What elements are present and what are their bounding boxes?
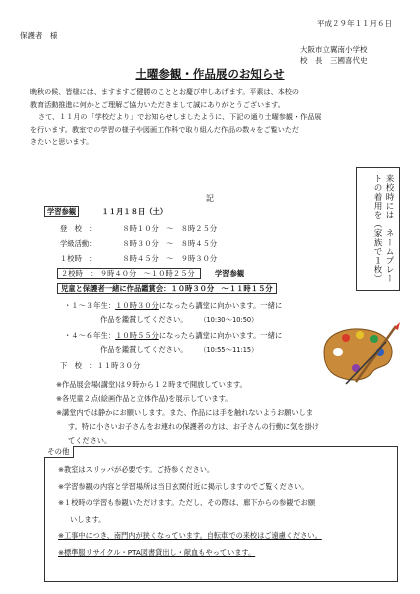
greeting-line: 晩秋の候、皆様には、ますますご健勝のこととお慶び申しあげます。平素は、本校の	[30, 87, 299, 96]
schedule-row-name: １校時 ：	[60, 254, 97, 263]
other-label: その他	[44, 446, 74, 458]
schedule-row	[60, 253, 217, 264]
schedule-row-name: 学級活動：	[60, 239, 97, 248]
greeting-paragraph	[30, 86, 400, 149]
dismissal-row: 下 校 ：１１時３０分	[60, 361, 141, 370]
grades-4-6-row2	[100, 344, 258, 356]
page-title: 土曜参観・作品展のお知らせ	[135, 67, 285, 81]
greeting-line: さて、１１月の「学校だより」でお知らせしましたように、下記の通り土曜参観・作品展	[38, 112, 322, 121]
joint-viewing-text: 児童と保護者一緒に作品鑑賞会：１０時３０分 ～１１時１５分	[57, 283, 277, 294]
exhibit-note: す。特に小さいお子さんをお連れの保護者の方は、お子さんの行動に気を掛け	[68, 422, 319, 431]
other-item: ※学習参観の内容と学習場所は当日玄関付近に掲示しますのでご覧ください。	[58, 481, 309, 491]
grades-1-3-row	[64, 300, 282, 311]
second-period-row	[57, 268, 244, 279]
school-name: 大阪市立翼南小学校	[300, 45, 368, 54]
schedule-row-time: ８時４５分 ～ ９時３０分	[122, 254, 218, 263]
other-item: ※工事中につき、南門内が狭くなっています。自転車での来校はご遠慮ください。	[58, 531, 322, 540]
letter-date: 平成２９年１１月６日	[317, 19, 392, 28]
grades-1-3-row2	[100, 314, 258, 326]
other-item: ※１校時の学習も参観いただけます。ただし、その際は、廊下からの参観でお願	[58, 498, 316, 507]
other-list	[58, 462, 394, 561]
principal-name: 校 長 三國喜代史	[300, 56, 368, 65]
nameplate-notice	[356, 167, 400, 291]
schedule-label: 学習参観	[44, 206, 79, 217]
exhibit-note: てください。	[68, 436, 112, 445]
grades-1-3-time: １０時３０分	[115, 301, 159, 310]
grades-4-6-rest: になったら講堂に向かいます。一緒に	[158, 331, 283, 340]
greeting-line: 教育活動推進に何かとご理解ご協力いただきまして誠にありがとうございます。	[30, 99, 285, 109]
paint-palette-illustration	[316, 322, 400, 386]
school-block	[300, 44, 368, 66]
exhibit-note: ※講堂内では静かにお願いします。また、作品には手を触れないようお願いしま	[56, 408, 314, 417]
exhibit-note: ※作品展会場(講堂)は９時から１２時まで開放しています。	[56, 380, 247, 389]
schedule-row	[60, 223, 217, 234]
grades-4-6-row	[64, 330, 282, 341]
grades-1-3-rest: になったら講堂に向かいます。一緒に	[158, 301, 283, 310]
grades-4-6-line2: 作品を鑑賞してください。	[100, 345, 188, 354]
second-period-label: 学習参観	[215, 269, 245, 278]
greeting-line: きたいと思います。	[30, 137, 94, 146]
grades-1-3-line2: 作品を鑑賞してください。	[100, 315, 188, 324]
schedule-row-time: ９時４０分 ～１０時２５分	[99, 269, 195, 278]
other-item: ※教室はスリッパが必要です。ご持参ください。	[58, 465, 215, 474]
nameplate-notice-main: 来校時には ネームプレートの着用を	[372, 174, 394, 284]
other-item: いします。	[70, 514, 106, 524]
grades-4-6-range: （10:55～11:15）	[199, 346, 258, 354]
schedule-row-name: 登 校 ：	[60, 224, 97, 233]
schedule-header	[44, 206, 167, 217]
other-item: ※標準服リサイクル・PTA図書貸出し・献血もやっています。	[58, 547, 256, 557]
nameplate-notice-text	[371, 174, 395, 286]
schedule-row-time: ８時３０分 ～ ８時４５分	[122, 239, 218, 248]
nameplate-notice-paren: （家族で１枚）	[372, 219, 382, 284]
schedule-date: １１月１８日（土）	[101, 207, 168, 216]
joint-viewing-row	[57, 283, 277, 294]
schedule-row-name: ２校時 ：	[61, 269, 98, 278]
exhibit-note: ※各児童２点(絵画作品と立体作品)を展示しています。	[56, 394, 233, 403]
grades-1-3-label: ・１～３年生：	[64, 301, 116, 310]
schedule-row	[60, 238, 217, 249]
recipient: 保護者 様	[20, 31, 58, 40]
grades-1-3-range: （10:30～10:50）	[199, 316, 258, 324]
exhibit-notes	[56, 378, 406, 448]
ki-heading: 記	[206, 194, 214, 203]
grades-4-6-label: ・４～６年生：	[64, 331, 116, 340]
grades-4-6-time: １０時５５分	[115, 331, 159, 340]
second-period-box	[57, 268, 201, 279]
greeting-line: を行います。教室での学習の様子や図画工作科で取り組んだ作品の数々をご覧いただ	[30, 124, 299, 134]
schedule-row-time: ８時１０分 ～ ８時２５分	[122, 224, 218, 233]
